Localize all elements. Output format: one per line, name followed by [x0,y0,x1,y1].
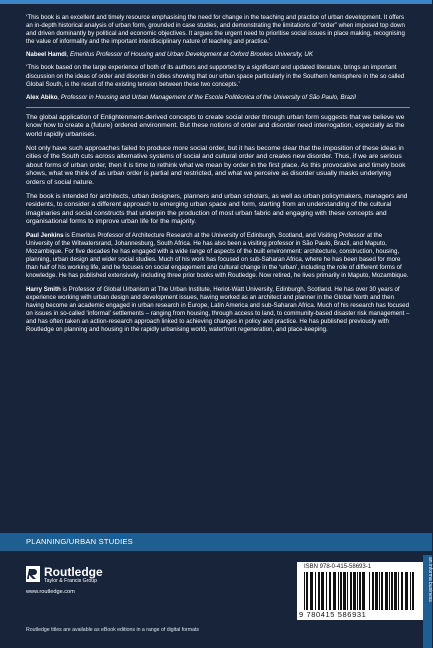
author-bio [26,286,410,335]
barcode-bar [381,572,383,610]
barcode-bar [333,572,336,610]
barcode-bar [340,572,342,610]
isbn-label: ISBN 978-0-415-58693-1 [304,564,372,570]
barcode-bar [389,572,390,610]
barcode-bar [304,572,305,610]
barcode-bar [385,572,388,610]
barcode-bar [326,572,327,610]
barcode-bar [405,572,408,610]
barcode-bars-left [304,572,366,610]
publisher-name: Routledge [44,565,103,579]
cover-text [26,14,410,339]
barcode-bar [310,572,313,610]
barcode-bar [321,572,324,610]
endorser-name: Alex Abiko [26,93,58,101]
endorsement-quote: ‘This book based on the large experience of both of its authors and supported by a significant and updated literature, brings an important discussion on the ideas of order and disorder in cities showing that our urban space particularly in the Southern hemisphere in the so called Global South, is the result of the existing tension between these two concepts.’ [26,64,405,88]
barcode-bar [369,572,370,610]
barcode-bar [359,572,361,610]
barcode-bar [343,572,346,610]
author-bio [26,232,410,281]
barcode-bar [375,572,378,610]
top-band [0,0,432,4]
book-description [26,114,410,227]
barcode-bar [329,572,331,610]
barcode-bar [372,572,374,610]
barcode-bar [347,572,348,610]
barcode-bar [410,572,411,610]
side-strip [423,555,432,648]
description-paragraph: The global application of Enlightenment-derived concepts to create social order through urban form suggests that we believe we know how to create a (future) ordered environment. But these notions of order and disorder need interrogation, especially as the world rapidly urbanises. [26,113,405,139]
endorsement-attribution [26,51,410,59]
endorsement-quote: ‘This book is an excellent and timely resource emphasising the need for change in the teaching and practice of urban development. It offers an in-depth historical analysis of urban form, grounded in case studies, and demonstrating the limitations of “order” when imposed top down and driven dominantly by political and economic objectives. It argues the urgent need to prioritise social issues in place making, recognising the value of informality and the important interdisciplinary nature of teaching and practice.’ [26,14,405,46]
author-bio-text: is Professor of Global Urbanism at The Urban Institute, Heriot-Watt University, Edinburgh, Scotland. He has over 30 years of experience working with urban design and development issues, having worked as an architect and planner in the Global North and then having become an academic engaged in urban research in Europe, Latin America and sub-Saharan Africa. Much of his research has focused on issues in so-called ‘informal’ settlements – ranging from housing, through access to land, to community-based disaster risk management – and has often taken an action-research approach linked to achieving changes in policy and practice. He has published previously with Routledge on planning and housing in the rapidly urbanising world, waterfront regeneration, and place-keeping. [26,285,410,333]
author-name: Paul Jenkins [26,231,64,239]
author-bio-text: is Emeritus Professor of Architecture Research at the University of Edinburgh, Scotland, and Visiting Professor at the University of the Witwatersrand, Johannesburg, South Africa. He has also been a visiting professor in São Paulo, Brazil, and Maputo, Mozambique. For five decades he has engaged with a wide range of aspects of the built environment: architecture, construction, housing, planning, urban design and wider social studies. Much of his work has focused on sub-Saharan Africa, where he has been based for more than half of his working life, and he focuses on social engagement and cultural change in the ‘urban’, including the role of different forms of knowledge. He has published extensively, including three prior books with Routledge. Now retired, he lives primarily in Maputo, Mozambique. [26,231,409,280]
ebook-note: Routledge titles are available as eBook editions in a range of digital formats [26,627,200,633]
publisher-url[interactable]: www.routledge.com [26,589,75,595]
publisher-group: Taylor & Francis Group [44,578,98,584]
routledge-logo-icon [26,566,40,582]
barcode-bar [315,572,316,610]
side-label: an informa business [427,557,433,602]
barcode-bars-right [369,572,417,610]
endorser-role: , Emeritus Professor of Housing and Urban Development at Oxford Brookes University, UK [66,51,313,59]
barcode-bar [412,572,414,610]
barcode-bar [357,572,358,610]
endorser-role: , Professor in Housing and Urban Management of the Escola Politécnica of the University of São Paulo, Brazil [57,93,356,101]
endorsements [26,14,410,108]
barcode [297,562,423,620]
author-bios [26,232,410,334]
author-name: Harry Smith [26,285,61,293]
barcode-bar [379,572,380,610]
endorsement-attribution [26,94,410,102]
subject-bar [0,533,432,551]
barcode-bar [398,572,399,610]
barcode-bar [394,572,397,610]
description-paragraph: The book is intended for architects, urban designers, planners and urban scholars, as well as urban policymakers, managers and residents, to consider a different approach to emerging urban space and form, starting from an understanding of the cultural imaginaries and social constructs that underpin the production of most urban fabric and engaging with these concepts and organisational forms to improve urban life for the majority. [26,192,408,226]
barcode-bar [391,572,393,610]
barcode-bar [306,572,308,610]
barcode-bar [401,572,403,610]
endorser-name: Nabeel Hamdi [26,51,67,59]
barcode-bar [350,572,352,610]
description-paragraph: Not only have such approaches failed to produce more social order, but it has become clear that the imposition of these ideas in cities of the South cuts across alternative systems of social and cultural order and creates new disorder. Thus, if we are serious about forms of urban order, then it is time to rethink what we mean by order in the first place. As this provocative and timely book shows, what we think of as urban order is partial and restricted, and what we perceive as disorder usually masks underlying orders of social nature. [26,144,406,186]
barcode-number: 9 780415 586931 [299,610,367,619]
barcode-bar [338,572,339,610]
barcode-bar [362,572,365,610]
barcode-bar [353,572,356,610]
barcode-bar [318,572,320,610]
subject-label: PLANNING/URBAN STUDIES [26,537,133,546]
